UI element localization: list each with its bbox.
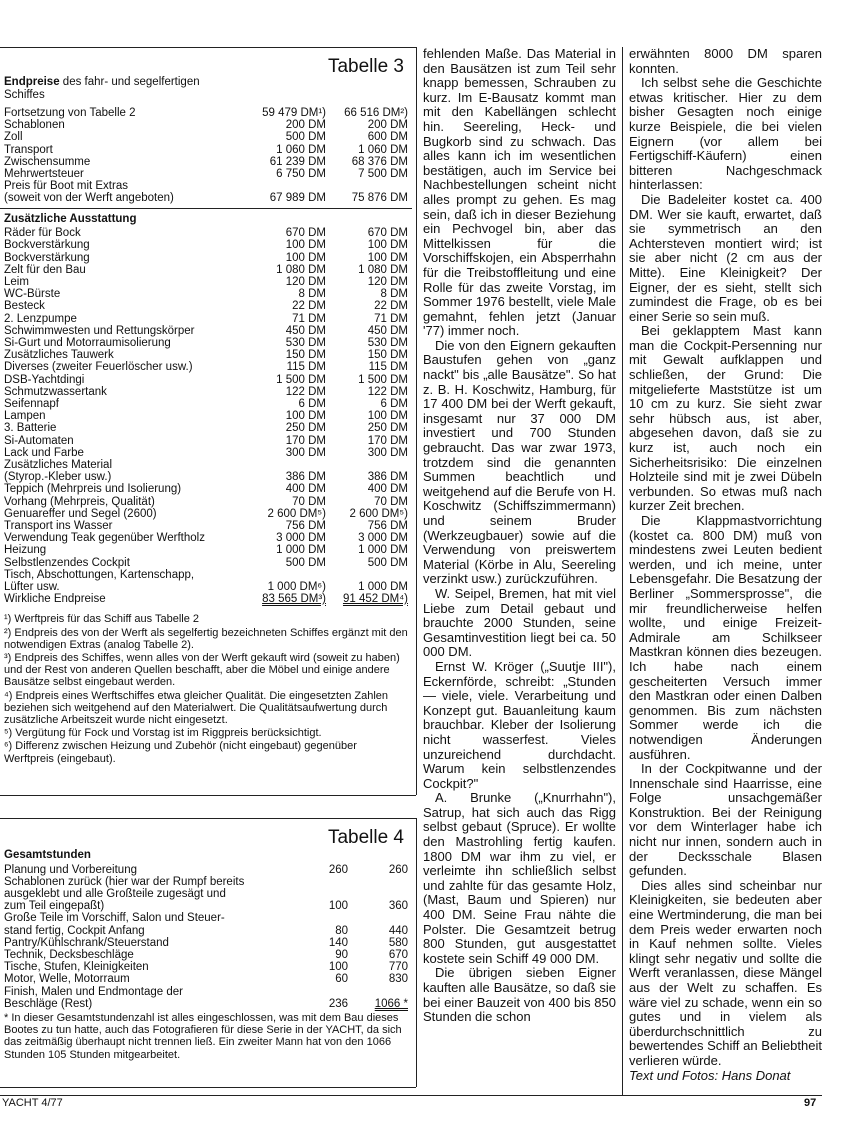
row-value-2: 770 [388, 961, 408, 974]
row-value-1: 70 DM [292, 495, 326, 508]
row-label: Tisch, Abschottungen, Kartenschapp, Lüfter usw. [4, 568, 195, 594]
row-label: Mehrwertsteuer [4, 168, 84, 181]
row-value-2: 150 DM [367, 349, 408, 362]
table3-footnote: ³) Endpreis des Schiffes, wenn alles von der Werft gekauft wird (soweit zu haben) und der Rest von anderen Quellen beschafft, aber die Möbel und einige andere Bausätze selbst eingebaut werden. [4, 652, 403, 689]
table3-footnotes [4, 613, 411, 765]
table3 [4, 52, 411, 766]
row-value-1: 3 000 DM [276, 532, 326, 545]
row-value-2: 530 DM [367, 336, 408, 349]
table-row [4, 544, 408, 556]
column-rule-middle [622, 47, 623, 1095]
row-label: 3. Batterie [4, 422, 57, 435]
table-row [4, 131, 408, 143]
row-value-1: 100 DM [285, 251, 326, 264]
row-value-1: 450 DM [285, 324, 326, 337]
row-label: Genuareffer und Segel (2600) [4, 507, 157, 520]
paragraph: Dies alles sind scheinbar nur Kleinigkeiten, sie bedeuten aber eine Wertminderung, die man bei dem Preis weder erwarten noch in Kauf nehmen sollte. Vieles klingt sehr negativ und sollte die Werft veranlassen, diese Mängel aus der Welt zu schaffen. Es wäre viel zu schade, wenn ein so gutes und in vielem als überdurchschnittlich zu bewertendes Schiff an Beliebtheit verlieren würde. [629, 877, 822, 1068]
row-label: Zelt für den Bau [4, 263, 86, 276]
table-row [4, 422, 408, 434]
paragraph: Bei geklapptem Mast kann man die Cockpit-Persenning nur mit Gewalt aufklappen und schließen, der Grund: Die mitgelieferte Maststütze ist um 10 cm zu kurz. Sie sieht zwar sehr hübsch aus, ist aber, abgesehen davon, daß sie zu kurz ist, auch noch ein Sicherheitsrisiko: Die einzelnen Holzteile sind mit je zwei Dübeln verbunden. So etwas muß nach kurzer Zeit brechen. [629, 323, 822, 514]
row-value-2: 3 000 DM [358, 532, 408, 545]
row-value-2: 756 DM [367, 520, 408, 532]
paragraph: In der Cockpitwanne und der Innenschale sind Haarrisse, eine Folge unsachgemäßer Konstruktion. Bei der Reinigung vor dem Winterlager habe ich nicht nur innen, sondern auch in der Decksschale Blasen gefunden. [629, 761, 822, 879]
row-value-2: 670 [388, 948, 408, 961]
row-label: Teppich (Mehrpreis und Isolierung) [4, 483, 182, 496]
row-label: DSB-Yachtdingi [4, 373, 85, 386]
row-label: Zusätzliches Material (Styrop.-Kleber usw.) [4, 458, 113, 484]
row-value-1: 80 [335, 924, 348, 937]
row-value-2: 22 DM [374, 300, 408, 313]
row-label: Zusätzliches Tauwerk [4, 349, 114, 362]
row-label: Wirkliche Endpreise [4, 593, 106, 606]
row-value-2: 1 500 DM [358, 373, 408, 386]
table3-heading-line2: Schiffes [4, 88, 45, 101]
table4-title: Tabelle 4 [327, 827, 404, 848]
table-row [4, 937, 408, 949]
footer-rule [0, 1095, 822, 1096]
row-value-1: 83 565 DM³) [262, 593, 326, 606]
row-value-2: 670 DM [367, 227, 408, 240]
row-value-2: 8 DM [380, 288, 408, 301]
row-label: Diverses (zweiter Feuerlöscher usw.) [4, 361, 193, 374]
row-value-1: 150 DM [285, 349, 326, 362]
row-value-1: 60 [335, 973, 348, 986]
row-value-2: 120 DM [367, 275, 408, 288]
row-value-1: 386 DM [285, 471, 326, 484]
table-row [4, 973, 408, 985]
row-label: Preis für Boot mit Extras (soweit von der Werft angeboten) [4, 180, 174, 205]
table3-footnote: ¹) Werftpreis für das Schiff aus Tabelle 2 [4, 613, 200, 626]
table-row [4, 386, 408, 398]
row-label: Besteck [4, 300, 45, 313]
table4-top-rule [0, 818, 416, 819]
table-row [4, 949, 408, 961]
table-row [4, 496, 408, 508]
table3-rows-extras [4, 227, 408, 605]
table-row [4, 349, 408, 361]
row-label: Planung und Vorbereitung [4, 863, 137, 876]
paragraph: Ernst W. Kröger („Suutje III"), Eckernförde, schreibt: „Stunden — viele, viele. Verarbeitung und Konzept gut. Bauanleitung kaum brauchbar. Kleber der Isolierung nicht wasserfest. Vieles unzureichend durchdacht. Warum kein selbstlenzendes Cockpit?" [423, 658, 616, 791]
row-value-2: 115 DM [368, 361, 408, 374]
row-value-2: 2 600 DM⁵) [349, 507, 408, 520]
table-row [4, 532, 408, 544]
table3-right-rule [416, 47, 417, 795]
table-row [4, 961, 408, 973]
row-value-2: 122 DM [367, 385, 408, 398]
row-label: Heizung [4, 544, 47, 557]
table-row [4, 107, 408, 119]
table3-footnote: ²) Endpreis des von der Werft als segelfertig bezeichneten Schiffes ergänzt mit den notwendigen Extras (analog Tabelle 2). [4, 626, 411, 651]
table4-section: Gesamtstunden [4, 849, 91, 861]
row-value-1: 756 DM [285, 520, 326, 532]
row-value-2: 450 DM [367, 324, 408, 337]
row-label: Zoll [4, 131, 23, 144]
table-row [4, 288, 408, 300]
table3-bottom-rule [0, 795, 416, 796]
table-row [4, 276, 408, 288]
row-value-2: 91 452 DM⁴) [342, 593, 408, 606]
row-label: Schablonen zurück (hier war der Rumpf bereits ausgeklebt und alle Großteile zugesägt und zum Teil eingepaßt) [4, 875, 245, 913]
row-value-2: 250 DM [367, 422, 408, 435]
table-row [4, 264, 408, 276]
footer-magazine: YACHT 4/77 [2, 1097, 63, 1109]
table-row [4, 239, 408, 251]
table3-divider [0, 208, 412, 209]
table-row [4, 410, 408, 422]
table-row [4, 313, 408, 325]
row-value-2: 100 DM [367, 251, 408, 264]
table-row [4, 300, 408, 312]
row-value-1: 1 060 DM [276, 143, 326, 156]
row-value-1: 8 DM [298, 288, 326, 301]
row-value-2: 440 [388, 924, 408, 937]
table-row [4, 156, 408, 168]
paragraph: A. Brunke („Knurrhahn"), Satrup, hat sich auch das Rigg selbst gebaut (Spruce). Er wollte den Mastrohling fertig kaufen. 1800 DM war ihm zu viel, er verleimte ihn schließlich selbst und zahlte für das gesamte Holz, (Mast, Baum und Spieren) nur 400 DM. Seine Frau nähte die Polster. Die Gesamtzeit betrug 800 Stunden, gut ausgestattet kostete sein Schiff 49 000 DM. [423, 790, 616, 966]
row-label: WC-Bürste [4, 288, 61, 301]
row-value-1: 200 DM [285, 119, 326, 132]
table3-footnote: ⁶) Differenz zwischen Heizung und Zubehör (nicht eingebaut) gegenüber Werftpreis (eingebaut). [4, 740, 360, 765]
row-value-2: 75 876 DM [351, 192, 408, 205]
row-value-2: 7 500 DM [358, 168, 408, 181]
row-label: Verwendung Teak gegenüber Werftholz [4, 532, 205, 545]
table3-footnote: ⁵) Vergütung für Fock und Vorstag ist im Riggpreis berücksichtigt. [4, 727, 322, 740]
table-row [4, 144, 408, 156]
article-column-right-body [629, 47, 822, 1069]
table3-top-rule [0, 47, 416, 48]
row-value-1: 140 [328, 936, 348, 949]
paragraph: Ich selbst sehe die Geschichte etwas kritischer. Hier zu dem bisher Gesagten noch einige kurze Beispiele, die bei vielen Eignern (vor allem bei Fertigschiff-Käufern) einen bitteren Nachgeschmack hinterlassen: [629, 75, 822, 193]
table-row [4, 398, 408, 410]
row-value-1: 67 989 DM [269, 192, 326, 205]
row-value-1: 100 [328, 961, 348, 974]
row-label: Si-Gurt und Motorraumisolierung [4, 336, 171, 349]
row-value-1: 100 DM [285, 410, 326, 423]
table-row [4, 557, 408, 569]
row-label: 2. Lenzpumpe [4, 312, 77, 325]
footer-page-number: 97 [804, 1097, 817, 1109]
row-label: Bockverstärkung [4, 251, 90, 264]
row-value-1: 61 239 DM [269, 155, 326, 168]
row-value-2: 71 DM [374, 312, 408, 325]
paragraph: Die Klappmastvorrichtung (kostet ca. 800 DM) muß von mindestens zwei Leuten bedient werden, und ich meine, unter Lebensgefahr. Die Besatzung der Berliner „Sommersprosse", die mir freundlicherweise helfen wollte, und einige Freizeit-Admirale am Schilkseer Mastkran können dies bezeugen. Ich habe nach einem gescheiterten Versuch immer den Mastkran oder einen Dalben genommen. Bis zum nächsten Sommer werde ich die notwendigen Änderungen ausführen. [629, 513, 822, 762]
row-label: Schwimmwesten und Rettungskörper [4, 324, 195, 337]
row-value-2: 400 DM [367, 483, 408, 496]
article-column-right [629, 47, 822, 1083]
table3-heading-bold: Endpreise [4, 76, 60, 88]
row-label: Große Teile im Vorschiff, Salon und Steuer- stand fertig, Cockpit Anfang [4, 912, 225, 937]
row-label: Technik, Decksbeschläge [4, 948, 134, 961]
row-value-2: 200 DM [367, 119, 408, 132]
table4-right-rule [416, 818, 417, 1087]
row-value-1: 670 DM [285, 227, 326, 240]
row-label: Fortsetzung von Tabelle 2 [4, 107, 136, 119]
row-label: Zwischensumme [4, 155, 91, 168]
table-row [4, 986, 408, 1010]
row-value-1: 236 [328, 997, 348, 1010]
row-label: Transport [4, 143, 53, 156]
row-value-2: 600 DM [367, 131, 408, 144]
row-value-2: 1 000 DM [358, 544, 408, 557]
row-value-1: 250 DM [285, 422, 326, 435]
table4-rows [4, 864, 408, 1010]
row-value-2: 1 000 DM [358, 581, 408, 594]
table3-title: Tabelle 3 [327, 56, 404, 77]
table-row [4, 593, 408, 605]
row-label: Finish, Malen und Endmontage der Beschläge (Rest) [4, 985, 183, 1010]
row-value-2: 1 060 DM [358, 143, 408, 156]
table-row [4, 508, 408, 520]
row-value-2: 1 080 DM [358, 263, 408, 276]
row-value-1: 300 DM [285, 446, 326, 459]
row-value-1: 122 DM [285, 385, 326, 398]
table-row [4, 168, 408, 180]
row-value-2: 830 [388, 973, 408, 986]
table3-heading [4, 76, 408, 101]
row-value-2: 66 516 DM²) [344, 107, 408, 119]
article-column-middle [423, 47, 616, 1025]
row-value-1: 170 DM [285, 434, 326, 447]
row-label: Vorhang (Mehrpreis, Qualität) [4, 495, 155, 508]
table-row [4, 864, 408, 876]
paragraph: fehlenden Maße. Das Material in den Bausätzen ist zum Teil sehr knapp bemessen, Schrauben zu kurz. Im E-Bausatz kommt man mit den Kabellängen schlecht hin. Seereling, Heck- und Bugkorb sind zu schwach. Das alles kann ich im wesentlichen bestätigen, auch im Service bei Nachbestellungen scheint nicht alles prompt zu gehen. Es mag sein, daß ich in dieser Beziehung ein Pechvogel bin, aber das Mittelkissen für die Vorschiffskojen, ein Absperrhahn für die Treibstoffleitung und eine Rolle für das zweite Vorstag, im Sommer 1976 bestellt, viele Male gemahnt, fehlen jetzt (Januar '77) immer noch. [423, 46, 616, 339]
row-label: Räder für Bock [4, 227, 81, 240]
row-value-1: 500 DM [285, 131, 326, 144]
row-value-2: 170 DM [367, 434, 408, 447]
row-label: Seifennapf [4, 397, 59, 410]
row-value-2: 386 DM [367, 471, 408, 484]
table3-heading-rest: des fahr- und segelfertigen [59, 76, 200, 88]
row-label: Schablonen [4, 119, 65, 132]
row-value-2: 68 376 DM [351, 155, 408, 168]
row-value-1: 22 DM [292, 300, 326, 313]
row-label: Si-Automaten [4, 434, 74, 447]
row-label: Pantry/Kühlschrank/Steuerstand [4, 936, 169, 949]
row-value-2: 360 [388, 900, 408, 913]
table-row [4, 252, 408, 264]
row-value-1: 260 [328, 863, 348, 876]
paragraph: Die Badeleiter kostet ca. 400 DM. Wer sie kauft, erwartet, daß sie symmetrisch an den Achtersteven montiert wird; ist sie aber nicht (2 cm aus der Mitte). Eine Kleinigkeit? Der Eigner, der es sieht, stellt sich zumindest die Frage, ob es bei einer Serie so sein muß. [629, 191, 822, 324]
table-row [4, 325, 408, 337]
row-value-2: 100 DM [367, 239, 408, 252]
row-value-1: 2 600 DM⁵) [267, 507, 326, 520]
table-row [4, 569, 408, 593]
table4-bottom-rule [0, 1087, 416, 1088]
row-label: Schmutzwassertank [4, 385, 107, 398]
table3-section-extras: Zusätzliche Ausstattung [4, 212, 137, 225]
row-value-2: 580 [388, 936, 408, 949]
row-value-1: 100 [328, 900, 348, 913]
table-row [4, 435, 408, 447]
row-label: Bockverstärkung [4, 239, 90, 252]
article-author: Text und Fotos: Hans Donat [629, 1067, 791, 1083]
row-value-1: 1 080 DM [276, 263, 326, 276]
table-row [4, 520, 408, 532]
row-value-2: 100 DM [367, 410, 408, 423]
row-value-1: 120 DM [285, 275, 326, 288]
row-label: Leim [4, 275, 29, 288]
row-label: Transport ins Wasser [4, 520, 113, 532]
row-label: Lack und Farbe [4, 446, 84, 459]
table3-rows-prices [4, 107, 408, 205]
row-label: Selbstlenzendes Cockpit [4, 556, 130, 569]
paragraph: erwähnten 8000 DM sparen konnten. [629, 46, 822, 76]
row-value-1: 71 DM [292, 312, 326, 325]
row-value-2: 500 DM [367, 556, 408, 569]
table-row [4, 483, 408, 495]
table-row [4, 180, 408, 204]
table-row [4, 876, 408, 913]
table-row [4, 361, 408, 373]
row-value-1: 6 DM [298, 397, 326, 410]
row-value-2: 260 [388, 863, 408, 876]
row-label: Tische, Stufen, Kleinigkeiten [4, 961, 149, 974]
row-value-1: 400 DM [285, 483, 326, 496]
row-value-2: 6 DM [380, 397, 408, 410]
row-value-1: 1 000 DM⁶) [267, 581, 326, 594]
table-row [4, 459, 408, 483]
table-row [4, 227, 408, 239]
row-label: Lampen [4, 410, 46, 423]
table4 [4, 823, 408, 1062]
row-value-2: 1066 * [374, 997, 408, 1010]
row-value-2: 300 DM [367, 446, 408, 459]
row-value-1: 100 DM [285, 239, 326, 252]
table-row [4, 912, 408, 936]
row-value-1: 500 DM [285, 556, 326, 569]
paragraph: Die von den Eignern gekauften Baustufen gehen von „ganz nackt" bis „alle Bausätze". So hat z. B. H. Koschwitz, Hamburg, für 17 400 DM bei der Werft gekauft, insgesamt nur 37 000 DM investiert und 700 Stunden gebraucht. Das war zwar 1973, trotzdem sind die genannten Summen beachtlich und weitgehend auf die Berufe von H. Koschwitz (Schiffszimmermann) und seinem Bruder (Werkzeugbauer) sowie auf die Verwendung von preiswertem Material (Körbe in Alu, Seereling verzinkt usw.) zurückzuführen. [423, 337, 616, 587]
paragraph: W. Seipel, Bremen, hat mit viel Liebe zum Detail gebaut und brauchte 2000 Stunden, seine Gesamtinvestition liegt bei ca. 50 000 DM. [423, 585, 616, 660]
row-value-1: 1 000 DM [276, 544, 326, 557]
table-row [4, 119, 408, 131]
table4-footnote: * In dieser Gesamtstundenzahl ist alles eingeschlossen, was mit dem Bau dieses Bootes zu tun hatte, auch das Fotografieren für diese Serie in der YACHT, da sich das zeitmäßig überhaupt nicht trennen ließ. Ein zweiter Mann hat von den 1066 Stunden 105 Stunden mitgearbeitet. [4, 1011, 405, 1061]
row-value-1: 90 [335, 948, 348, 961]
row-value-2: 70 DM [374, 495, 408, 508]
row-value-1: 115 DM [286, 361, 326, 374]
paragraph: Die übrigen sieben Eigner kauften alle Bausätze, so daß sie bei einer Bauzeit von 400 bis 850 Stunden die schon [423, 965, 616, 1025]
table-row [4, 447, 408, 459]
row-label: Motor, Welle, Motorraum [4, 973, 130, 986]
table-row [4, 374, 408, 386]
row-value-1: 6 750 DM [276, 168, 326, 181]
row-value-1: 530 DM [285, 336, 326, 349]
row-value-1: 59 479 DM¹) [262, 107, 326, 119]
table3-footnote: ⁴) Endpreis eines Werftschiffes etwa gleicher Qualität. Die eingesetzten Zahlen beziehen sich weitgehend auf den Materialwert. Die Qualitätsaufwertung durch zusätzliche Arbeitszeit wurde nicht eingesetzt. [4, 689, 392, 727]
table-row [4, 337, 408, 349]
row-value-1: 1 500 DM [276, 373, 326, 386]
